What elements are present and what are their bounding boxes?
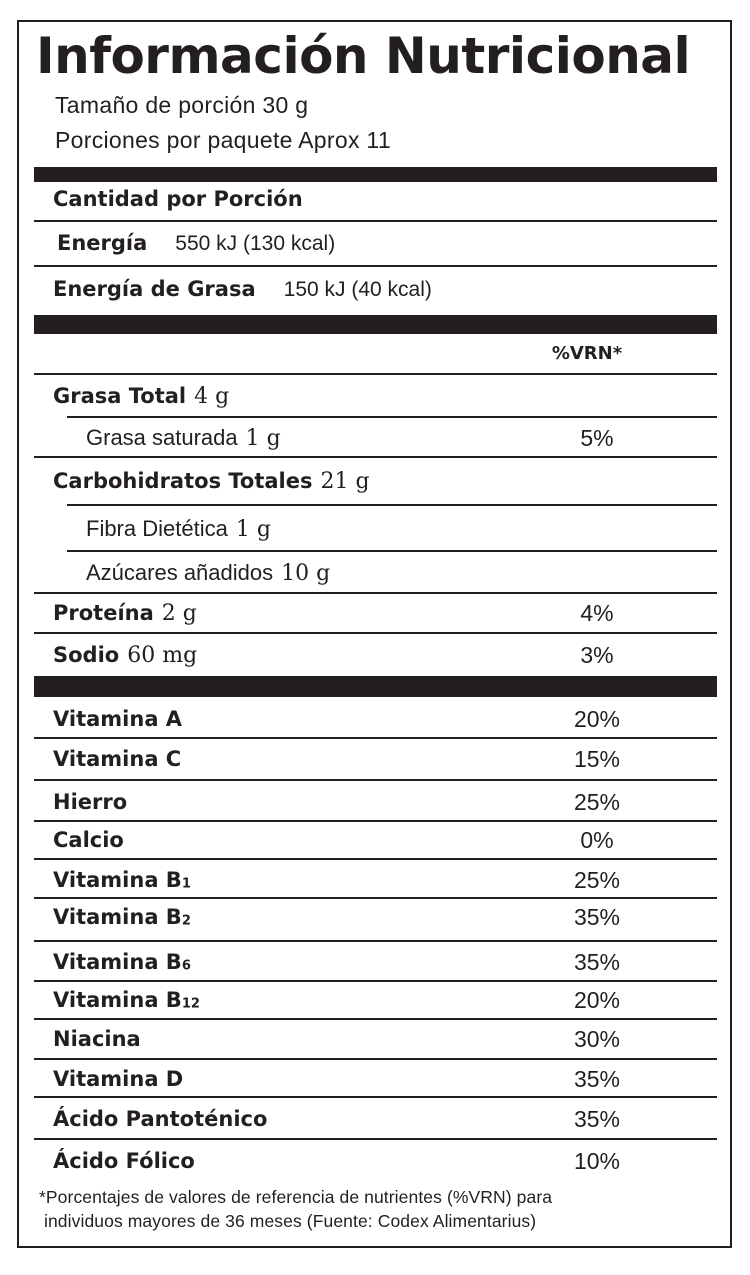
row-divider xyxy=(34,897,717,899)
servings-per-package: Porciones por paquete Aprox 11 xyxy=(55,127,391,153)
vitamin-row xyxy=(19,1106,730,1132)
vitamin-row xyxy=(19,1026,730,1052)
nutrition-facts-label xyxy=(17,20,732,1248)
row-divider xyxy=(34,858,717,860)
vitamin-label: Vitamina B1 xyxy=(53,868,191,892)
vrn-column-header: %VRN* xyxy=(551,343,623,364)
vitamin-vrn: 30% xyxy=(573,1026,621,1052)
row-divider xyxy=(34,779,717,781)
row-divider xyxy=(34,1018,717,1020)
added-sugars-row xyxy=(19,560,730,586)
vitamin-label: Calcio xyxy=(53,828,124,852)
row-divider xyxy=(34,980,717,982)
vitamin-label: Ácido Fólico xyxy=(53,1149,195,1173)
fat-energy-label: Energía de Grasa xyxy=(53,277,256,301)
vitamin-row xyxy=(19,827,730,853)
row-divider xyxy=(67,550,717,552)
footnote xyxy=(39,1185,709,1233)
row-divider xyxy=(34,592,717,594)
vitamin-label: Niacina xyxy=(53,1027,141,1051)
vitamin-label: Vitamina D xyxy=(53,1067,184,1091)
vitamin-row xyxy=(19,904,730,930)
vitamin-row xyxy=(19,706,730,732)
row-divider xyxy=(67,416,717,418)
sodium-amount: 60 mg xyxy=(127,643,198,668)
row-divider xyxy=(34,265,717,267)
saturated-fat-vrn: 5% xyxy=(580,425,614,451)
added-sugars-amount: 10 g xyxy=(281,561,331,586)
row-divider xyxy=(34,1058,717,1060)
footnote-line-2: individuos mayores de 36 meses (Fuente: Codex Alimentarius) xyxy=(39,1211,537,1231)
vitamin-row xyxy=(19,1148,730,1174)
fiber-amount: 1 g xyxy=(235,517,271,542)
total-fat-amount: 4 g xyxy=(194,384,230,409)
row-divider xyxy=(34,373,717,375)
vitamin-row xyxy=(19,746,730,772)
thick-divider xyxy=(34,167,717,182)
vitamin-vrn: 35% xyxy=(573,1066,621,1092)
carbohydrates-label: Carbohidratos Totales xyxy=(53,469,313,493)
vitamin-row xyxy=(19,867,730,893)
vitamin-vrn: 20% xyxy=(573,987,621,1013)
row-divider xyxy=(34,456,717,458)
protein-label: Proteína xyxy=(53,601,154,625)
carbohydrates-amount: 21 g xyxy=(320,469,370,494)
protein-amount: 2 g xyxy=(161,601,197,626)
sodium-vrn: 3% xyxy=(580,642,614,668)
row-divider xyxy=(34,220,717,222)
energy-label: Energía xyxy=(57,231,148,255)
vitamin-row xyxy=(19,987,730,1013)
amount-per-serving-row xyxy=(19,186,730,211)
added-sugars-label: Azúcares añadidos xyxy=(86,560,274,585)
vitamin-vrn: 15% xyxy=(573,746,621,772)
vitamin-label: Vitamina B12 xyxy=(53,988,200,1012)
saturated-fat-row xyxy=(19,425,730,451)
thick-divider xyxy=(34,315,717,334)
vitamin-label: Vitamina B2 xyxy=(53,905,191,929)
row-divider xyxy=(34,1138,717,1140)
vitamin-vrn: 35% xyxy=(573,949,621,975)
vitamin-row xyxy=(19,1066,730,1092)
saturated-fat-amount: 1 g xyxy=(245,426,281,451)
protein-row xyxy=(19,600,730,626)
fiber-row xyxy=(19,516,730,542)
row-divider xyxy=(67,504,717,506)
fat-energy-value: 150 kJ (40 kcal) xyxy=(283,278,432,301)
row-divider xyxy=(34,1096,717,1098)
label-title: Información Nutricional xyxy=(36,27,691,85)
row-divider xyxy=(34,632,717,634)
vitamin-label: Vitamina C xyxy=(53,747,182,771)
energy-value: 550 kJ (130 kcal) xyxy=(175,232,336,255)
row-divider xyxy=(34,820,717,822)
fiber-label: Fibra Dietética xyxy=(86,516,228,541)
vitamin-label: Ácido Pantoténico xyxy=(53,1107,268,1131)
vitamin-vrn: 0% xyxy=(580,827,614,853)
serving-size: Tamaño de porción 30 g xyxy=(55,92,309,118)
total-fat-row xyxy=(19,383,730,409)
thick-divider xyxy=(34,676,717,697)
vitamin-label: Vitamina B6 xyxy=(53,950,191,974)
sodium-row xyxy=(19,642,730,668)
vitamin-label: Vitamina A xyxy=(53,707,183,731)
carbohydrates-row xyxy=(19,468,730,494)
vitamin-vrn: 25% xyxy=(573,867,621,893)
vitamin-row xyxy=(19,949,730,975)
footnote-line-1: *Porcentajes de valores de referencia de nutrientes (%VRN) para xyxy=(39,1187,553,1207)
vitamin-vrn: 25% xyxy=(573,789,621,815)
vitamin-vrn: 20% xyxy=(573,706,621,732)
vitamin-vrn: 10% xyxy=(573,1148,621,1174)
vitamin-label: Hierro xyxy=(53,790,128,814)
energy-row xyxy=(19,230,730,255)
protein-vrn: 4% xyxy=(580,600,614,626)
total-fat-label: Grasa Total xyxy=(53,384,187,408)
row-divider xyxy=(34,737,717,739)
amount-per-serving-heading: Cantidad por Porción xyxy=(53,187,303,211)
vitamin-vrn: 35% xyxy=(573,1106,621,1132)
saturated-fat-label: Grasa saturada xyxy=(86,425,238,450)
fat-energy-row xyxy=(19,276,730,301)
row-divider xyxy=(34,940,717,942)
sodium-label: Sodio xyxy=(53,643,120,667)
vitamin-row xyxy=(19,789,730,815)
vitamin-vrn: 35% xyxy=(573,904,621,930)
